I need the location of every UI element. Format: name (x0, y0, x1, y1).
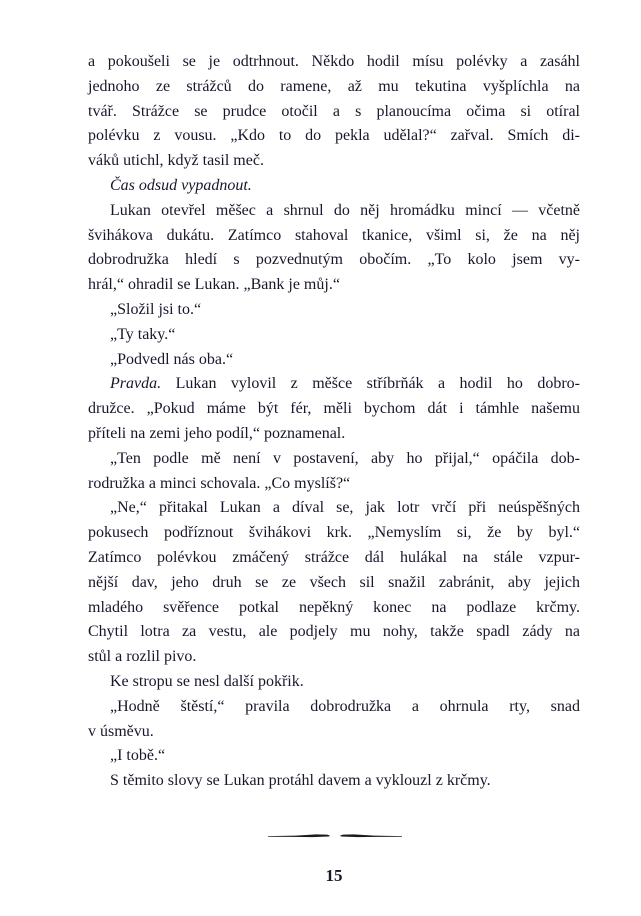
text-line (88, 100, 580, 125)
text-line (88, 645, 580, 670)
text-segment: Lukan vylovil z měšce stříbrňák a hodil ho dobro- (161, 375, 580, 393)
text-line (88, 124, 580, 149)
italic-text-segment: Pravda. (110, 375, 162, 393)
text-segment: Zatímco polévkou zmáčený strážce dál hulákal na stále vzpur- (88, 548, 580, 566)
text-segment: nější dav, jeho druh se ze všech sil snažil zabránit, aby jejich (88, 573, 580, 591)
text-segment: „Ne,“ přitakal Lukan a díval se, jak lotr vrčí při neúspěšných (110, 499, 580, 517)
text-line (88, 199, 580, 224)
text-line (88, 298, 580, 323)
text-line (88, 571, 580, 596)
text-line (88, 496, 580, 521)
text-segment: Chytil lotra za vestu, ale podjely mu nohy, takže spadl zády na (88, 623, 580, 641)
text-line (88, 695, 580, 720)
text-segment: polévku z vousu. „Kdo to do pekla udělal?“ zařval. Smích di- (88, 127, 580, 145)
text-line (88, 596, 580, 621)
text-segment: S těmito slovy se Lukan protáhl davem a vyklouzl z krčmy. (110, 772, 491, 790)
text-segment: tvář. Strážce se prudce otočil a s planoucíma očima si otíral (88, 102, 580, 120)
text-line (88, 447, 580, 472)
text-segment: stůl a rozlil pivo. (88, 648, 197, 666)
text-segment: rodružka a minci schovala. „Co myslíš?“ (88, 474, 351, 492)
text-line (88, 397, 580, 422)
text-segment: v úsměvu. (88, 722, 154, 740)
text-line (88, 472, 580, 497)
text-segment: mladého svěřence potkal nepěkný konec na podlaze krčmy. (88, 598, 580, 616)
tapered-rule-icon (268, 832, 402, 840)
text-line (88, 50, 580, 75)
text-segment: dobrodružka hledí s pozvednutým obočím. „To kolo jsem vy- (88, 251, 580, 269)
text-line (88, 670, 580, 695)
text-line (88, 224, 580, 249)
text-line (88, 620, 580, 645)
text-line (88, 323, 580, 348)
text-line (88, 521, 580, 546)
text-segment: družce. „Pokud máme být fér, měli bychom dát i támhle našemu (88, 400, 580, 418)
text-segment: Lukan otevřel měšec a shrnul do něj hromádku mincí — včetně (110, 201, 580, 219)
text-segment: „Ty taky.“ (110, 325, 176, 343)
text-segment: „Podvedl nás oba.“ (110, 350, 234, 368)
text-line (88, 248, 580, 273)
text-line (88, 372, 580, 397)
text-segment: hrál,“ ohradil se Lukan. „Bank je můj.“ (88, 276, 340, 294)
text-segment: švihákova dukátu. Zatímco stahoval tkanice, všiml si, že na něj (88, 226, 580, 244)
text-segment: jednoho ze strážců do ramene, až mu tekutina vyšplíchla na (88, 77, 580, 95)
text-line (88, 744, 580, 769)
text-segment: váků utichl, když tasil meč. (88, 152, 264, 170)
text-line (88, 769, 580, 794)
text-segment: pokusech podříznout švihákovi krk. „Nemyslím si, že by byl.“ (88, 524, 580, 542)
section-divider-ornament (268, 827, 402, 835)
text-segment: „I tobě.“ (110, 747, 166, 765)
text-line (88, 348, 580, 373)
text-segment: „Hodně štěstí,“ pravila dobrodružka a ohrnula rty, snad (110, 697, 580, 715)
text-segment: a pokoušeli se je odtrhnout. Někdo hodil mísu polévky a zasáhl (88, 53, 580, 70)
text-line (88, 174, 580, 199)
text-line (88, 273, 580, 298)
text-segment: „Ten podle mě není v postavení, aby ho přijal,“ opáčila dob- (110, 449, 580, 467)
body-text (88, 50, 580, 794)
text-line (88, 75, 580, 100)
text-line (88, 422, 580, 447)
text-segment: „Složil jsi to.“ (110, 300, 202, 318)
text-line (88, 720, 580, 745)
text-line (88, 149, 580, 174)
page-number: 15 (325, 866, 343, 885)
italic-text-segment: Čas odsud vypadnout. (110, 176, 252, 194)
text-segment: Ke stropu se nesl další pokřik. (110, 672, 304, 690)
text-line (88, 546, 580, 571)
text-segment: příteli na zemi jeho podíl,“ poznamenal. (88, 424, 346, 442)
